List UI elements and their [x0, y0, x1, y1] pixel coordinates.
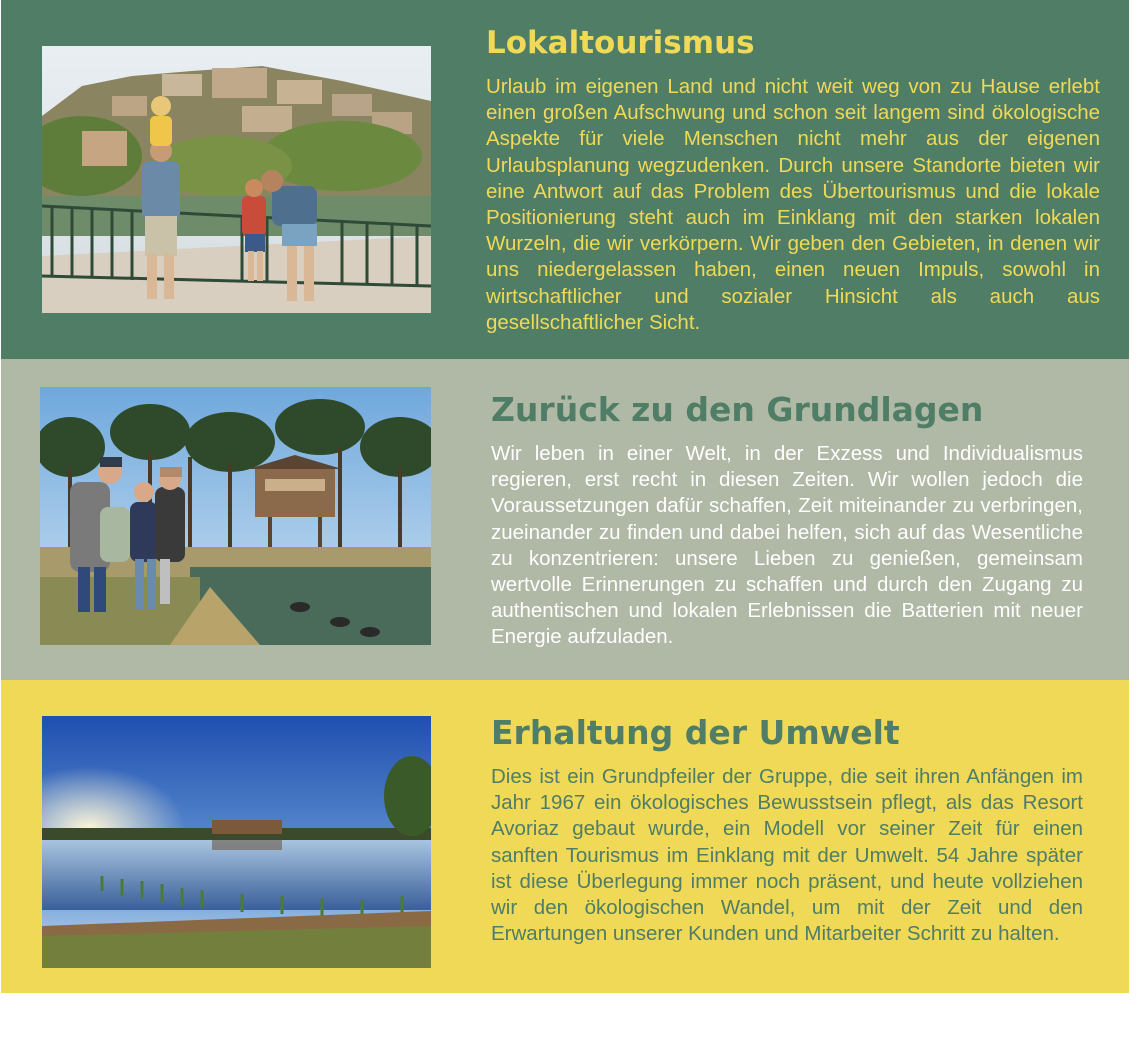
- section-body: Urlaub im eigenen Land und nicht weit weg von zu Hause erlebt einen großen Aufschwung und schon seit langem sind ökologische Aspekte für viele Menschen nicht mehr aus der eigenen Urlaubsplanung wegzudenken. Durch unsere Standorte bieten wir eine Antwort auf das Problem des Übertourismus und die lokale Positionierung steht auch im Einklang mit den starken lokalen Wurzeln, die wir verkörpern. Wir geben den Gebieten, in denen wir uns niedergelassen haben, einen neuen Impuls, sowohl in wirtschaftlicher und sozialer Hinsicht als auch aus gesellschaftlicher Sicht.: [486, 75, 1100, 334]
- family-at-river-railing-photo: [42, 46, 431, 313]
- section-title: Lokaltourismus: [486, 25, 755, 61]
- section-title: Erhaltung der Umwelt: [491, 713, 900, 752]
- section-title: Zurück zu den Grundlagen: [491, 390, 984, 429]
- section-body: Wir leben in einer Welt, in der Exzess und Individualismus regieren, erst recht in diesen Zeiten. Wir wollen jedoch die Voraussetzungen dafür schaffen, Zeit miteinander zu verbringen, zueinander zu finden und dabei helfen, sich auf das Wesentliche zu konzentrieren: unsere Lieben zu genießen, gemeinsam wertvolle Erinnerungen zu schaffen und durch den Zugang zu authentischen und lokalen Erlebnissen die Batterien mit neuer Energie aufzuladen.: [491, 442, 1083, 649]
- lake-sunrise-photo: [42, 716, 431, 968]
- family-at-pond-treehouse-photo: [40, 387, 431, 645]
- section-body: Dies ist ein Grundpfeiler der Gruppe, die seit ihren Anfängen im Jahr 1967 ein ökologisches Bewusstsein pflegt, als das Resort Avoriaz gebaut wurde, ein Modell vor seiner Zeit für einen sanften Tourismus im Einklang mit der Umwelt. 54 Jahre später ist diese Überlegung immer noch präsent, und heute vollziehen wir den ökologischen Wandel, um mit der Zeit und den Erwartungen unserer Kunden und Mitarbeiter Schritt zu halten.: [491, 765, 1083, 946]
- section-text: [486, 22, 1100, 336]
- section-back-to-basics: [1, 359, 1129, 680]
- section-environment: [1, 680, 1129, 993]
- section-text: [491, 712, 1083, 947]
- section-local-tourism: [1, 0, 1129, 359]
- section-text: [491, 389, 1083, 651]
